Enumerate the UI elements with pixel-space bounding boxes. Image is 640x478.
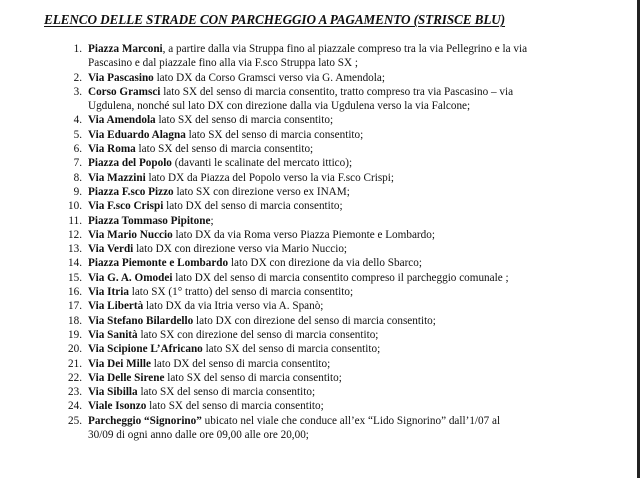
item-number: 11. bbox=[68, 214, 82, 227]
item-number: 8. bbox=[73, 171, 82, 184]
item-number: 4. bbox=[73, 114, 82, 127]
street-description: lato DX con direzione del senso di marcia consentito; bbox=[193, 314, 436, 327]
street-description: lato SX del senso di marcia consentito; bbox=[202, 343, 381, 356]
street-list bbox=[56, 42, 626, 442]
list-item bbox=[56, 199, 626, 213]
item-number: 17. bbox=[68, 300, 82, 313]
list-item bbox=[56, 113, 626, 127]
street-name: Piazza F.sco Pizzo bbox=[88, 185, 174, 198]
street-name: Via Pascasino bbox=[88, 71, 154, 84]
street-name: Via G. A. Omodei bbox=[88, 271, 173, 284]
street-name: Via Delle Sirene bbox=[88, 371, 165, 384]
street-description-continued: Pascasino e dal piazzale fino alla via F.sco Struppa lato SX ; bbox=[88, 57, 359, 70]
item-number: 15. bbox=[68, 271, 82, 284]
item-number: 25. bbox=[68, 414, 82, 427]
street-description: lato DX del senso di marcia consentito; bbox=[163, 200, 343, 213]
item-number: 19. bbox=[68, 328, 82, 341]
street-description: lato SX con direzione verso ex INAM; bbox=[173, 185, 350, 198]
street-description: lato SX del senso di marcia consentito; bbox=[137, 386, 316, 399]
list-item bbox=[56, 128, 626, 142]
street-name: Via Stefano Bilardello bbox=[88, 314, 194, 327]
list-item bbox=[56, 142, 626, 156]
street-name: Via Itria bbox=[88, 286, 129, 299]
street-name: Via Amendola bbox=[88, 114, 156, 127]
street-name: Piazza Marconi bbox=[88, 43, 163, 55]
street-name: Via Scipione L’Africano bbox=[88, 343, 203, 356]
street-description: ubicato nel viale che conduce all’ex “Lido Signorino” dall’1/07 al bbox=[201, 414, 501, 427]
street-name: Via Dei Mille bbox=[88, 357, 151, 370]
street-description: lato DX con direzione da via dello Sbarco; bbox=[228, 257, 422, 270]
street-name: Via Sibilla bbox=[88, 386, 138, 399]
list-item bbox=[56, 85, 626, 114]
street-description: lato SX del senso di marcia consentito, tratto compreso tra via Pascasino – via bbox=[160, 85, 514, 98]
street-name: Via Verdi bbox=[88, 243, 134, 256]
street-name: Piazza del Popolo bbox=[88, 157, 172, 170]
item-number: 24. bbox=[68, 400, 82, 413]
list-item bbox=[56, 256, 626, 270]
list-item bbox=[56, 271, 626, 285]
street-description: (davanti le scalinate del mercato ittico); bbox=[171, 157, 353, 170]
street-description: ; bbox=[210, 214, 214, 227]
item-number: 21. bbox=[68, 357, 82, 370]
list-item bbox=[56, 42, 626, 71]
street-description: lato SX del senso di marcia consentito; bbox=[155, 114, 334, 127]
street-name: Via Eduardo Alagna bbox=[88, 128, 186, 141]
street-description-continued: 30/09 di ogni anno dalle ore 09,00 alle ore 20,00; bbox=[88, 429, 309, 442]
street-description: lato SX con direzione del senso di marcia consentito; bbox=[137, 328, 379, 341]
street-description: lato SX del senso di marcia consentito; bbox=[164, 371, 342, 384]
item-number: 5. bbox=[73, 128, 82, 141]
street-description: lato DX da Corso Gramsci verso via G. Amendola; bbox=[153, 71, 385, 84]
street-name: Via F.sco Crispi bbox=[88, 200, 164, 213]
street-description: , a partire dalla via Struppa fino al piazzale compreso tra la via Pellegrino e la via bbox=[162, 43, 528, 55]
item-number: 13. bbox=[68, 243, 82, 256]
item-number: 16. bbox=[68, 286, 82, 299]
list-item bbox=[56, 328, 626, 342]
list-item bbox=[56, 414, 626, 443]
document-title: ELENCO DELLE STRADE CON PARCHEGGIO A PAGAMENTO (STRISCE BLU) bbox=[44, 12, 506, 27]
street-description: lato DX con direzione verso via Mario Nuccio; bbox=[133, 243, 348, 256]
street-description: lato SX del senso di marcia consentito; bbox=[135, 143, 314, 156]
street-name: Via Libertà bbox=[88, 300, 144, 313]
item-number: 2. bbox=[73, 71, 82, 84]
street-description: lato SX del senso di marcia consentito; bbox=[146, 400, 324, 413]
list-item bbox=[56, 299, 626, 313]
item-number: 6. bbox=[73, 143, 82, 156]
street-description-continued: Ugdulena, nonché sul lato DX con direzione dalla via Ugdulena verso la via Falcone; bbox=[88, 100, 471, 113]
list-item bbox=[56, 71, 626, 85]
item-number: 3. bbox=[73, 85, 82, 98]
list-item bbox=[56, 228, 626, 242]
street-name: Via Sanità bbox=[88, 328, 138, 341]
list-item bbox=[56, 371, 626, 385]
item-number: 23. bbox=[68, 386, 82, 399]
item-number: 22. bbox=[68, 371, 82, 384]
street-name: Piazza Piemonte e Lombardo bbox=[88, 257, 229, 270]
list-item bbox=[56, 214, 626, 228]
item-number: 14. bbox=[68, 257, 82, 270]
list-item bbox=[56, 156, 626, 170]
street-name: Parcheggio “Signorino” bbox=[88, 414, 202, 427]
item-number: 12. bbox=[68, 228, 82, 241]
item-number: 7. bbox=[73, 157, 82, 170]
street-description: lato DX da via Itria verso via A. Spanò; bbox=[143, 300, 324, 313]
item-number: 18. bbox=[68, 314, 82, 327]
street-description: lato SX del senso di marcia consentito; bbox=[185, 128, 364, 141]
list-item bbox=[56, 342, 626, 356]
list-item bbox=[56, 357, 626, 371]
street-name: Piazza Tommaso Pipitone bbox=[88, 214, 211, 227]
list-item bbox=[56, 185, 626, 199]
street-name: Corso Gramsci bbox=[88, 85, 161, 98]
list-item bbox=[56, 285, 626, 299]
item-number: 10. bbox=[68, 200, 82, 213]
list-item bbox=[56, 385, 626, 399]
item-number: 1. bbox=[73, 43, 82, 55]
list-item bbox=[56, 399, 626, 413]
list-item bbox=[56, 314, 626, 328]
street-description: lato DX del senso di marcia consentito compreso il parcheggio comunale ; bbox=[172, 271, 509, 284]
street-name: Via Mario Nuccio bbox=[88, 228, 173, 241]
street-description: lato DX da Piazza del Popolo verso la via F.sco Crispi; bbox=[145, 171, 394, 184]
street-name: Via Mazzini bbox=[88, 171, 146, 184]
street-name: Viale Isonzo bbox=[88, 400, 147, 413]
street-description: lato SX (1° tratto) del senso di marcia consentito; bbox=[128, 286, 354, 299]
street-description: lato DX da via Roma verso Piazza Piemonte e Lombardo; bbox=[172, 228, 435, 241]
list-item bbox=[56, 171, 626, 185]
street-name: Via Roma bbox=[88, 143, 136, 156]
item-number: 20. bbox=[68, 343, 82, 356]
item-number: 9. bbox=[73, 185, 82, 198]
street-description: lato DX del senso di marcia consentito; bbox=[150, 357, 331, 370]
list-item bbox=[56, 242, 626, 256]
